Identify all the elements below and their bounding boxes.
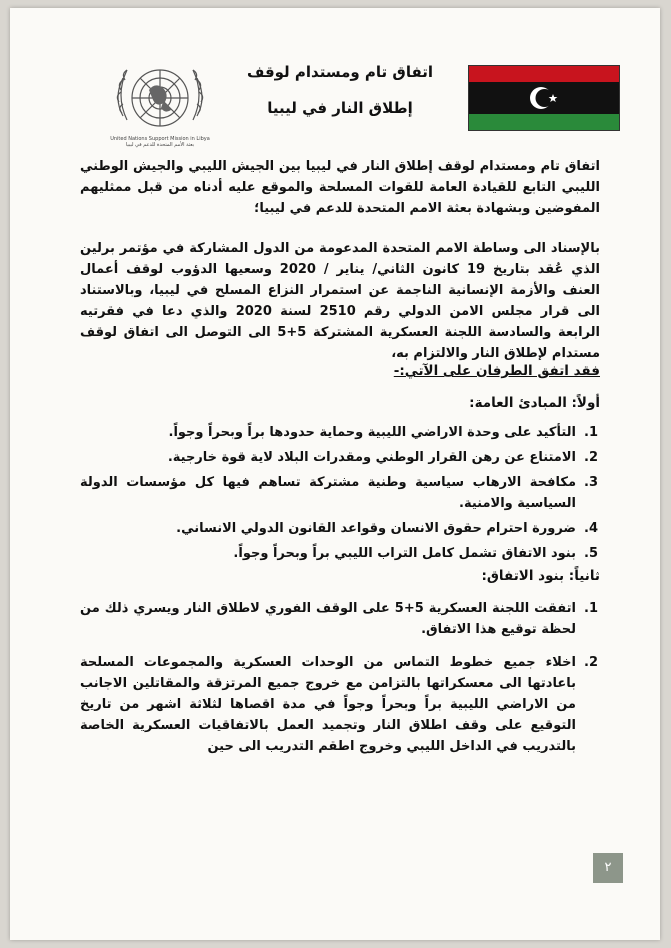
un-caption-line1: United Nations Support Mission in Libya [110,136,210,142]
agreement-heading: فقد اتفق الطرفان على الآتي:- [393,363,600,379]
intro-paragraph-2: بالإسناد الى وساطة الامم المتحدة المدعومة من الدول المشاركة في مؤتمر برلين الذي عُقد بتاريخ 19 كانون الثاني/ يناير / 2020 وسعيها الدؤوب لوقف أعمال العنف والأزمة الإنسانية الناجمة عن استمرار النزاع المسلح في ليبيا، وبالاستناد الى قرار مجلس الامن الدولي رقم 2510 لسنة 2020 والذي دعا في فقرتيه الرابعة والسادسة اللجنة العسكرية المشتركة 5+5 الى التوصل الى اتفاق لوقف مستدام لإطلاق النار والالتزام به، [80,241,601,361]
item-number: 5. [584,546,598,561]
item-number: 2. [584,655,598,670]
item-number: 1. [584,425,598,440]
list-item [80,422,600,443]
title-line2: إطلاق النار في ليبيا [267,99,413,117]
list-item [80,598,600,640]
section1-heading: أولاً: المبادئ العامة: [469,395,600,411]
section2-heading: ثانياً: بنود الاتفاق: [481,568,600,584]
item-number: 3. [584,475,598,490]
un-caption-line2: بعثة الأمم المتحدة للدعم في ليبيا [125,142,195,148]
item-number: 1. [584,601,598,616]
flag-red-stripe [469,66,619,82]
item-number: 2. [584,450,598,465]
libya-flag [468,65,620,131]
item-text: اتفقت اللجنة العسكرية 5+5 على الوقف الفوري لاطلاق النار ويسري ذلك من لحظة توقيع هذا الاتفاق. [80,601,576,637]
list-item [80,652,600,757]
title-line1: اتفاق تام ومستدام لوقف [246,63,434,81]
un-caption [105,136,215,148]
item-text: اخلاء جميع خطوط التماس من الوحدات العسكرية والمجموعات المسلحة باعادتها الى معسكراتها بالتزامن مع خروج جميع المرتزقة والمقاتلين الاجانب من الاراضي الليبية براً وبحراً وجواً في مدة اقصاها لثلاثة اشهر من تاريخ التوقيع على وقف اطلاق النار وتجميد العمل بالاتفاقيات العسكرية الخاصة بالتدريب في الداخل الليبي وخروج اطقم التدريب الى حين [80,655,576,754]
list-item [80,472,600,514]
intro-paragraph-1: اتفاق تام ومستدام لوقف إطلاق النار في ليبيا بين الجيش الليبي والجيش الوطني الليبي التابع للقيادة العامة للقوات المسلحة والموقع عليه أدناه من قبل ممثليهم المفوضين وبشهادة بعثة الامم المتحدة للدعم في ليبيا؛ [80,159,600,216]
section2-list [80,598,600,761]
page-number-badge: ٢ [593,853,623,883]
item-text: ضرورة احترام حقوق الانسان وقواعد القانون الدولي الانساني. [176,521,576,536]
flag-black-stripe [469,82,619,114]
document-title [240,63,440,135]
crescent-star-icon [469,82,617,114]
section1-list [80,422,600,568]
flag-green-stripe [469,114,619,130]
list-item [80,543,600,564]
list-item [80,447,600,468]
item-text: الامتناع عن رهن القرار الوطني ومقدرات البلاد لاية قوة خارجية. [167,450,576,465]
document-page [10,8,660,940]
list-item [80,518,600,539]
un-emblem-logo [105,50,215,150]
item-text: بنود الاتفاق تشمل كامل التراب الليبي براً وبحراً وجواً. [233,546,576,561]
item-text: مكافحة الارهاب سياسية وطنية مشتركة تساهم فيها كل مؤسسات الدولة السياسية والامنية. [80,475,576,511]
item-number: 4. [584,521,598,536]
item-text: التأكيد على وحدة الاراضي الليبية وحماية حدودها براً وبحراً وجواً. [168,425,576,440]
